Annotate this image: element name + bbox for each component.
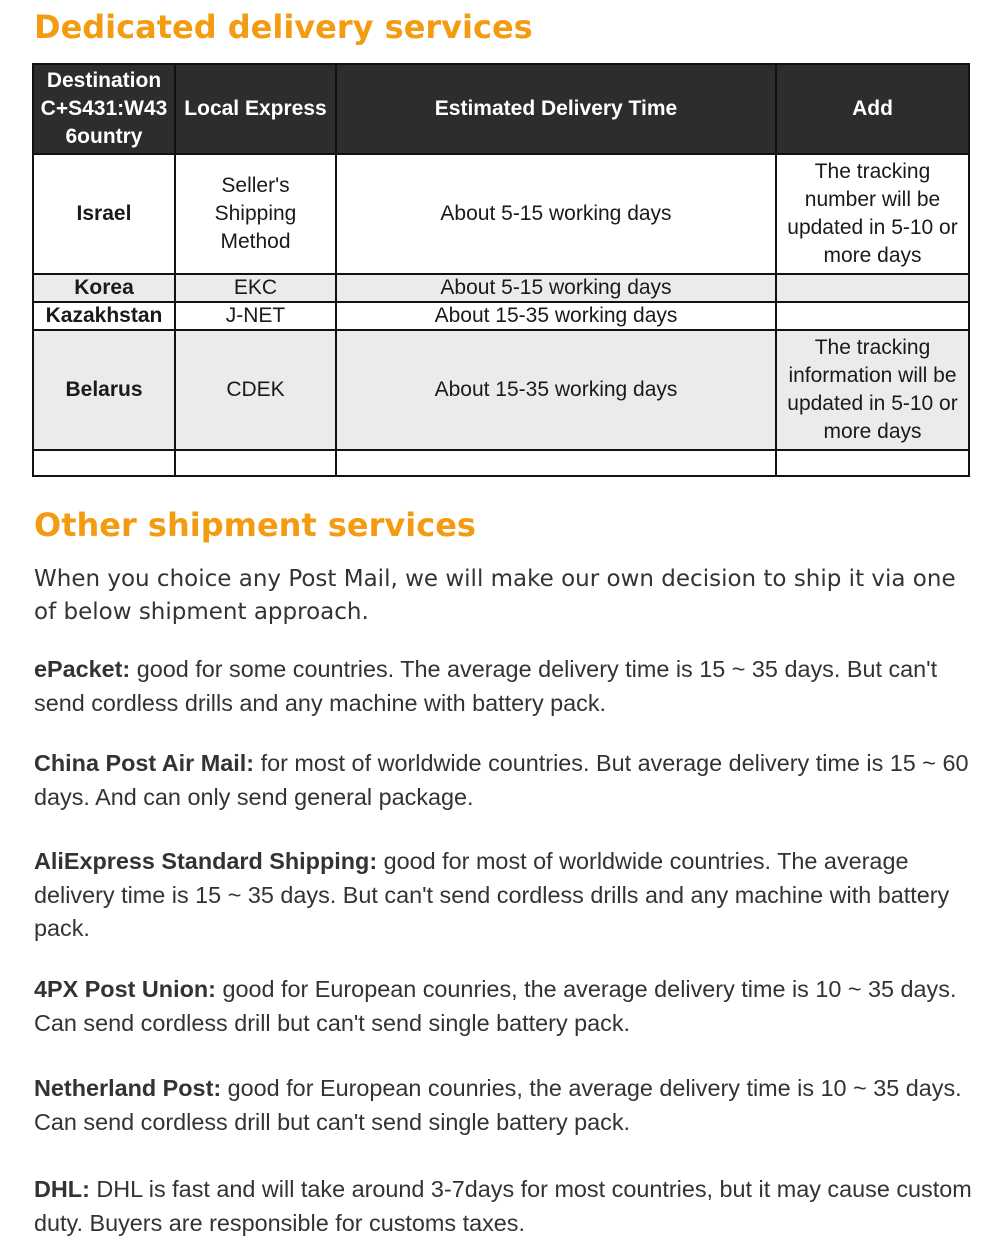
country-cell: Kazakhstan — [33, 302, 175, 330]
empty-cell — [175, 450, 336, 476]
service-paragraph — [34, 653, 974, 720]
header-add: Add — [776, 64, 969, 154]
table-row — [33, 154, 969, 274]
other-services-title: Other shipment services — [34, 506, 476, 544]
time-cell: About 15-35 working days — [336, 302, 776, 330]
service-name: AliExpress Standard Shipping: — [34, 848, 378, 874]
express-cell: CDEK — [175, 330, 336, 450]
table-row-empty — [33, 450, 969, 476]
service-paragraph — [34, 845, 974, 946]
time-cell: About 15-35 working days — [336, 330, 776, 450]
header-estimated-time: Estimated Delivery Time — [336, 64, 776, 154]
add-cell: The tracking number will be updated in 5-10 or more days — [776, 154, 969, 274]
empty-cell — [776, 450, 969, 476]
empty-cell — [33, 450, 175, 476]
table-row — [33, 274, 969, 302]
service-name: DHL: — [34, 1176, 90, 1202]
header-local-express: Local Express — [175, 64, 336, 154]
add-cell — [776, 302, 969, 330]
express-cell: EKC — [175, 274, 336, 302]
service-paragraph — [34, 1072, 974, 1139]
service-description: good for some countries. The average delivery time is 15 ~ 35 days. But can't send cordless drills and any machine with battery pack. — [34, 656, 938, 716]
country-cell: Israel — [33, 154, 175, 274]
table-row — [33, 302, 969, 330]
service-paragraph — [34, 1173, 974, 1240]
delivery-table — [32, 63, 970, 477]
service-description: good for European counries, the average delivery time is 10 ~ 35 days. Can send cordless drill but can't send single battery pack. — [34, 1075, 962, 1135]
express-cell: Seller's Shipping Method — [175, 154, 336, 274]
service-description: good for most of worldwide countries. The average delivery time is 15 ~ 35 days. But can't send cordless drills and any machine with battery pack. — [34, 848, 950, 941]
add-cell — [776, 274, 969, 302]
time-cell: About 5-15 working days — [336, 154, 776, 274]
table-row — [33, 330, 969, 450]
intro-paragraph: When you choice any Post Mail, we will make our own decision to ship it via one of below shipment approach. — [34, 566, 956, 625]
add-cell: The tracking information will be updated in 5-10 or more days — [776, 330, 969, 450]
service-description: DHL is fast and will take around 3-7days for most countries, but it may cause custom duty. Buyers are responsible for customs taxes. — [34, 1176, 972, 1236]
dedicated-services-title: Dedicated delivery services — [34, 8, 533, 46]
service-name: 4PX Post Union: — [34, 976, 216, 1002]
service-name: China Post Air Mail: — [34, 750, 255, 776]
empty-cell — [336, 450, 776, 476]
service-paragraph — [34, 747, 974, 814]
service-description: good for European counries, the average delivery time is 10 ~ 35 days. Can send cordless drill but can't send single battery pack. — [34, 976, 957, 1036]
header-destination: Destination C+S431:W43 6ountry — [33, 64, 175, 154]
service-paragraph — [34, 973, 974, 1040]
time-cell: About 5-15 working days — [336, 274, 776, 302]
express-cell: J-NET — [175, 302, 336, 330]
country-cell: Korea — [33, 274, 175, 302]
service-description: for most of worldwide countries. But average delivery time is 15 ~ 60 days. And can only send general package. — [34, 750, 969, 810]
table-header-row — [33, 64, 969, 154]
service-name: Netherland Post: — [34, 1075, 222, 1101]
service-name: ePacket: — [34, 656, 131, 682]
country-cell: Belarus — [33, 330, 175, 450]
